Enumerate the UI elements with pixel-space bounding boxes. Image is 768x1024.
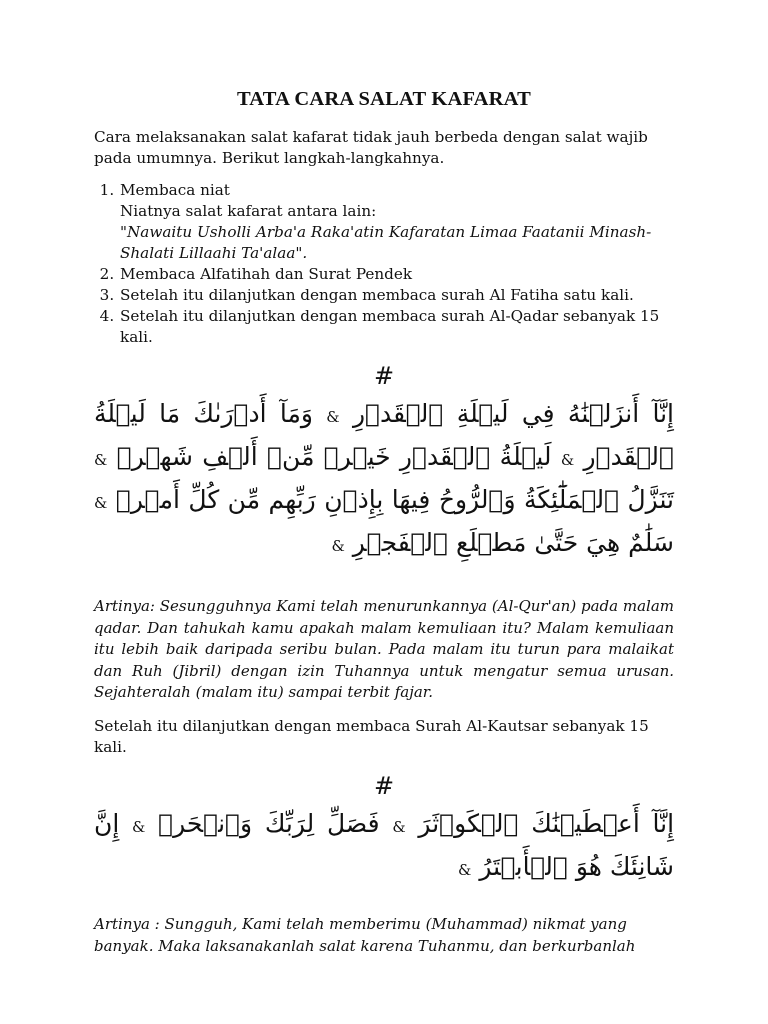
step-label: Membaca niat bbox=[120, 181, 230, 199]
after-text: Setelah itu dilanjutkan dengan membaca Surah Al-Kautsar sebanyak 15 kali. bbox=[94, 716, 649, 756]
verse-separator: & bbox=[560, 451, 575, 469]
arabic-verse: إِنَّآ أَعۡطَيۡنَٰكَ ٱلۡكَوۡثَرَ bbox=[418, 808, 675, 838]
step-item bbox=[119, 285, 674, 306]
intro-paragraph: Cara melaksanakan salat kafarat tidak jauh berbeda dengan salat wajib pada umumnya. Berikut langkah-langkahnya. bbox=[94, 128, 648, 167]
arabic-verse: إِنَّآ أَنزَلۡنَٰهُ فِي لَيۡلَةِ ٱلۡقَدۡرِ bbox=[352, 399, 674, 428]
step-item bbox=[119, 264, 674, 285]
arabic-verse: إِنَّ شَانِئَكَ هُوَ ٱلۡأَبۡتَرُ bbox=[94, 808, 674, 881]
translation-al-kautsar: Artinya : Sungguh, Kami telah memberimu (Muhammad) nikmat yang banyak. Maka laksanakanlah salat karena Tuhanmu, dan berkurbanlah bbox=[94, 914, 636, 955]
section-mark: # bbox=[373, 362, 395, 390]
arabic-verse: فَصَلِّ لِرَبِّكَ وَٱنۡحَرۡ bbox=[158, 808, 380, 838]
arabic-verse: تَنَزَّلُ ٱلۡمَلَٰٓئِكَةُ وَٱلرُّوحُ فِيهَا بِإِذۡنِ رَبِّهِم مِّن كُلِّ أَمۡرٖ bbox=[115, 485, 674, 514]
verse-separator: & bbox=[94, 451, 108, 469]
verse-separator: & bbox=[331, 537, 345, 555]
document-title: TATA CARA SALAT KAFARAT bbox=[236, 88, 532, 110]
arabic-verse: لَيۡلَةُ ٱلۡقَدۡرِ خَيۡرٞ مِّنۡ أَلۡفِ شَهۡرٖ bbox=[116, 442, 552, 471]
verse-separator: & bbox=[132, 817, 146, 836]
verse-separator: & bbox=[94, 494, 108, 512]
step-label: Membaca Alfatihah dan Surat Pendek bbox=[120, 265, 413, 283]
document-page bbox=[94, 88, 674, 957]
verse-separator: & bbox=[326, 408, 340, 426]
verse-separator: & bbox=[392, 817, 406, 836]
step-item bbox=[119, 180, 674, 264]
verse-separator: & bbox=[458, 860, 472, 879]
arabic-surah-al-kautsar bbox=[94, 804, 674, 890]
arabic-verse: وَمَآ أَدۡرَىٰكَ مَا لَيۡلَةُ ٱلۡقَدۡرِ bbox=[94, 399, 675, 471]
arabic-verse: سَلَٰمٌ هِيَ حَتَّىٰ مَطۡلَعِ ٱلۡفَجۡرِ bbox=[352, 528, 674, 557]
step-item bbox=[119, 306, 674, 348]
step-niat-quote: "Nawaitu Usholli Arba'a Raka'atin Kafaratan Limaa Faatanii Minash-Shalati Lillaahi Ta'alaa". bbox=[120, 223, 652, 262]
translation-al-qadr: Artinya: Sesungguhnya Kami telah menurunkannya (Al-Qur'an) pada malam qadar. Dan tahukah kamu apakah malam kemuliaan itu? Malam kemuliaan itu lebih baik daripada seribu bulan. Pada malam itu turun para malaikat dan Ruh (Jibril) dengan izin Tuhannya untuk mengatur semua urusan. Sejahteralah (malam itu) sampai terbit fajar. bbox=[94, 597, 674, 702]
section-mark: # bbox=[373, 771, 395, 800]
steps-list bbox=[94, 180, 674, 348]
step-label: Setelah itu dilanjutkan dengan membaca surah Al Fatiha satu kali. bbox=[120, 286, 634, 304]
step-label: Setelah itu dilanjutkan dengan membaca surah Al-Qadar sebanyak 15 kali. bbox=[120, 307, 660, 346]
arabic-surah-al-qadr bbox=[94, 394, 674, 566]
step-niat-intro: Niatnya salat kafarat antara lain: bbox=[120, 202, 377, 220]
